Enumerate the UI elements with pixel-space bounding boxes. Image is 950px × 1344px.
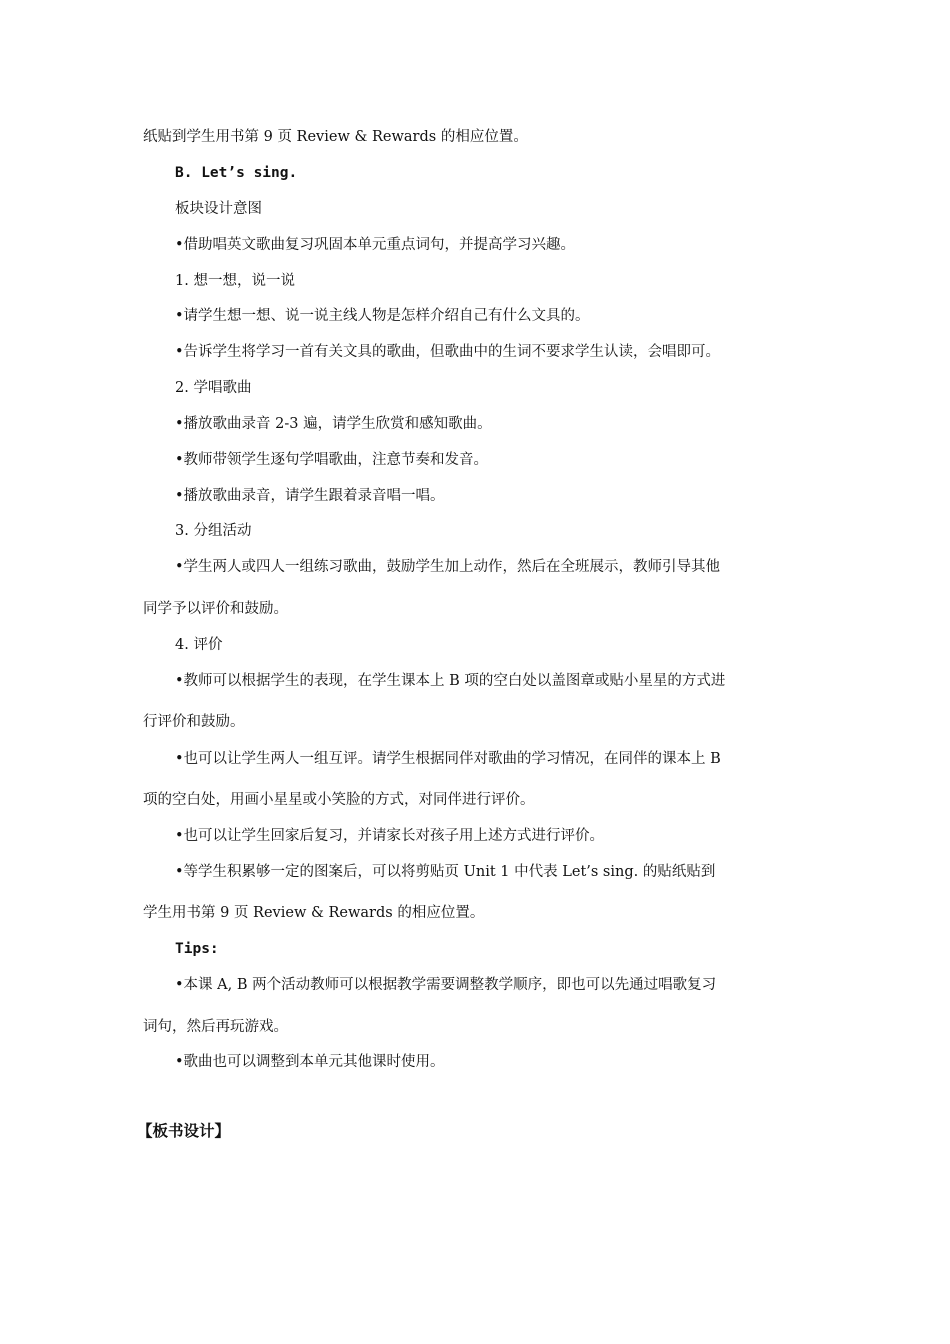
- bullet-item: •教师带领学生逐句学唱歌曲，注意节奏和发音。: [175, 452, 489, 468]
- bullet-item: •学生两人或四人一组练习歌曲，鼓励学生加上动作，然后在全班展示，教师引导其他: [175, 559, 721, 575]
- step-heading-2: 2. 学唱歌曲: [175, 380, 252, 396]
- bullet-item-continuation: 项的空白处，用画小星星或小笑脸的方式，对同伴进行评价。: [143, 792, 535, 808]
- bullet-item: •播放歌曲录音，请学生跟着录音唱一唱。: [175, 488, 445, 504]
- bullet-item: •等学生积累够一定的图案后，可以将剪贴页 Unit 1 中代表 Let’s sing. 的贴纸贴到: [175, 864, 716, 880]
- section-heading-board-design: 【板书设计】: [137, 1121, 231, 1140]
- step-heading-4: 4. 评价: [175, 637, 223, 653]
- bullet-item: •播放歌曲录音 2-3 遍，请学生欣赏和感知歌曲。: [175, 416, 492, 432]
- bullet-item: •请学生想一想、说一说主线人物是怎样介绍自己有什么文具的。: [175, 308, 590, 324]
- bullet-item: •借助唱英文歌曲复习巩固本单元重点词句，并提高学习兴趣。: [175, 237, 576, 253]
- bullet-item-continuation: 行评价和鼓励。: [143, 714, 245, 730]
- bullet-item: •歌曲也可以调整到本单元其他课时使用。: [175, 1054, 445, 1070]
- step-heading-1: 1. 想一想，说一说: [175, 273, 295, 289]
- bullet-item: •告诉学生将学习一首有关文具的歌曲，但歌曲中的生词不要求学生认读，会唱即可。: [175, 344, 721, 360]
- subheading-design-intent: 板块设计意图: [175, 201, 262, 217]
- text-line-continuation: 纸贴到学生用书第 9 页 Review & Rewards 的相应位置。: [143, 129, 528, 145]
- bullet-item-continuation: 词句，然后再玩游戏。: [143, 1019, 288, 1035]
- step-heading-3: 3. 分组活动: [175, 523, 252, 539]
- section-heading-lets-sing: B. Let’s sing.: [175, 165, 298, 181]
- bullet-item: •本课 A, B 两个活动教师可以根据教学需要调整教学顺序，即也可以先通过唱歌复习: [175, 977, 717, 993]
- bullet-item: •教师可以根据学生的表现，在学生课本上 B 项的空白处以盖图章或贴小星星的方式进: [175, 673, 726, 689]
- bullet-item: •也可以让学生两人一组互评。请学生根据同伴对歌曲的学习情况，在同伴的课本上 B: [175, 751, 721, 767]
- bullet-item-continuation: 学生用书第 9 页 Review & Rewards 的相应位置。: [143, 905, 485, 921]
- tips-heading: Tips:: [175, 941, 219, 957]
- bullet-item-continuation: 同学予以评价和鼓励。: [143, 601, 288, 617]
- bullet-item: •也可以让学生回家后复习，并请家长对孩子用上述方式进行评价。: [175, 828, 605, 844]
